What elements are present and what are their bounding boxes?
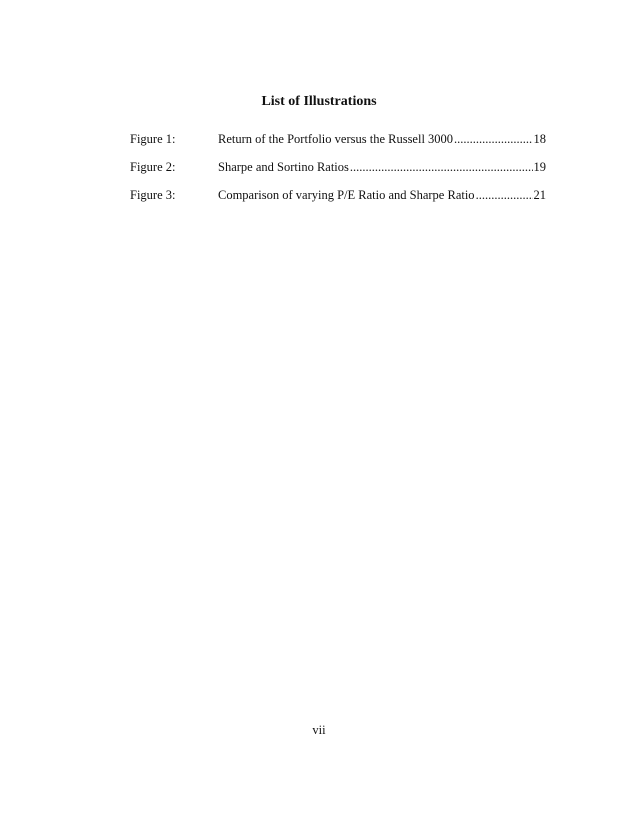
- figure-label: Figure 2:: [130, 160, 176, 174]
- dot-leader: [454, 130, 532, 148]
- figure-page-number: 19: [533, 160, 546, 174]
- page-title: List of Illustrations: [261, 94, 377, 109]
- figure-label: Figure 1:: [130, 132, 176, 146]
- entry-leader: [218, 130, 546, 148]
- dot-leader: [476, 186, 533, 204]
- dot-leader: [350, 158, 533, 176]
- entry-leader: [218, 158, 546, 176]
- list-item-figure-2: [130, 158, 546, 176]
- figure-page-number: 18: [533, 132, 546, 146]
- figure-page-number: 21: [533, 188, 546, 202]
- figure-label: Figure 3:: [130, 188, 176, 202]
- entry-leader: [218, 186, 546, 204]
- page-number: vii: [312, 723, 326, 737]
- figure-caption: Return of the Portfolio versus the Russell 3000: [218, 132, 454, 146]
- list-item-figure-1: [130, 130, 546, 148]
- figure-caption: Comparison of varying P/E Ratio and Sharpe Ratio: [218, 188, 475, 202]
- figure-caption: Sharpe and Sortino Ratios: [218, 160, 349, 174]
- illustrations-list: [130, 130, 546, 214]
- list-item-figure-3: [130, 186, 546, 204]
